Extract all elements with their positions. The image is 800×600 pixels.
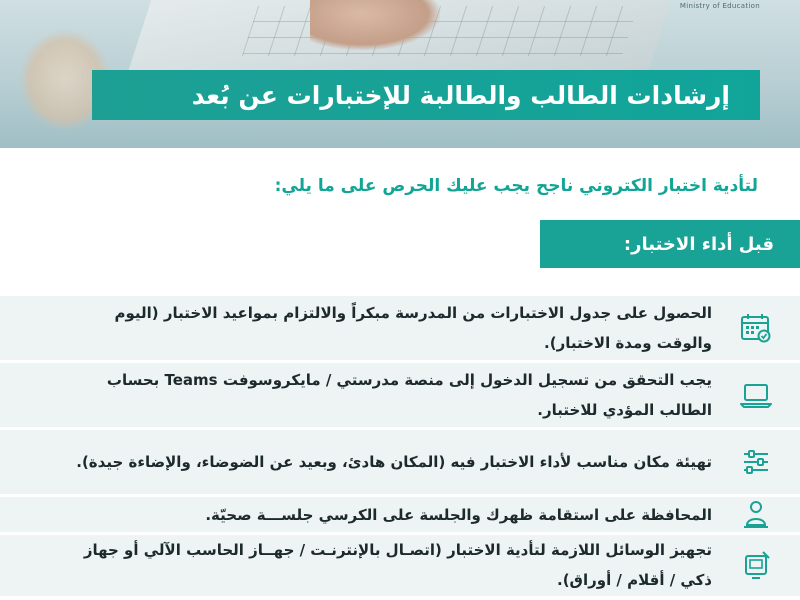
section-header <box>540 220 800 268</box>
sliders-icon <box>738 444 774 480</box>
title-banner <box>92 70 760 120</box>
hero-image <box>0 0 800 148</box>
item-text: الحصول على جدول الاختبارات من المدرسة مبكراً والالتزام بمواعيد الاختبار (اليوم والوقت ومدة الاختبار). <box>114 304 712 352</box>
list-item <box>0 430 800 497</box>
page-title: إرشادات الطالب والطالبة للإختبارات عن بُعد <box>191 80 730 110</box>
item-text: المحافظة على استقامة ظهرك والجلسة على الكرسي جلســـة صحيّة. <box>205 505 712 524</box>
posture-icon <box>738 497 774 533</box>
devices-icon <box>738 548 774 584</box>
item-text: تجهيز الوسائل اللازمة لتأدية الاختبار (اتصـال بالإنترنـت / جهــاز الحاسب الآلي أو جهاز ذكي / أقلام / أوراق). <box>83 541 712 589</box>
item-text: يجب التحقق من تسجيل الدخول إلى منصة مدرستي / مايكروسوفت Teams بحساب الطالب المؤدي للاختبار. <box>106 371 712 419</box>
list-item <box>0 535 800 599</box>
laptop-icon <box>738 377 774 413</box>
list-item <box>0 497 800 535</box>
intro-text: لتأدية اختبار الكتروني ناجح يجب عليك الحرص على ما يلي: <box>274 176 758 196</box>
list-item <box>0 363 800 430</box>
hand-photo <box>310 0 440 50</box>
section-title: قبل أداء الاختبار: <box>623 233 774 255</box>
keyboard-photo <box>242 6 638 56</box>
guideline-list <box>0 296 800 599</box>
list-item <box>0 296 800 363</box>
calendar-icon <box>738 310 774 346</box>
item-text: تهيئة مكان مناسب لأداء الاختبار فيه (المكان هادئ، وبعيد عن الضوضاء، والإضاءة جيدة). <box>76 453 712 471</box>
logo-caption: Ministry of Education <box>679 2 760 10</box>
